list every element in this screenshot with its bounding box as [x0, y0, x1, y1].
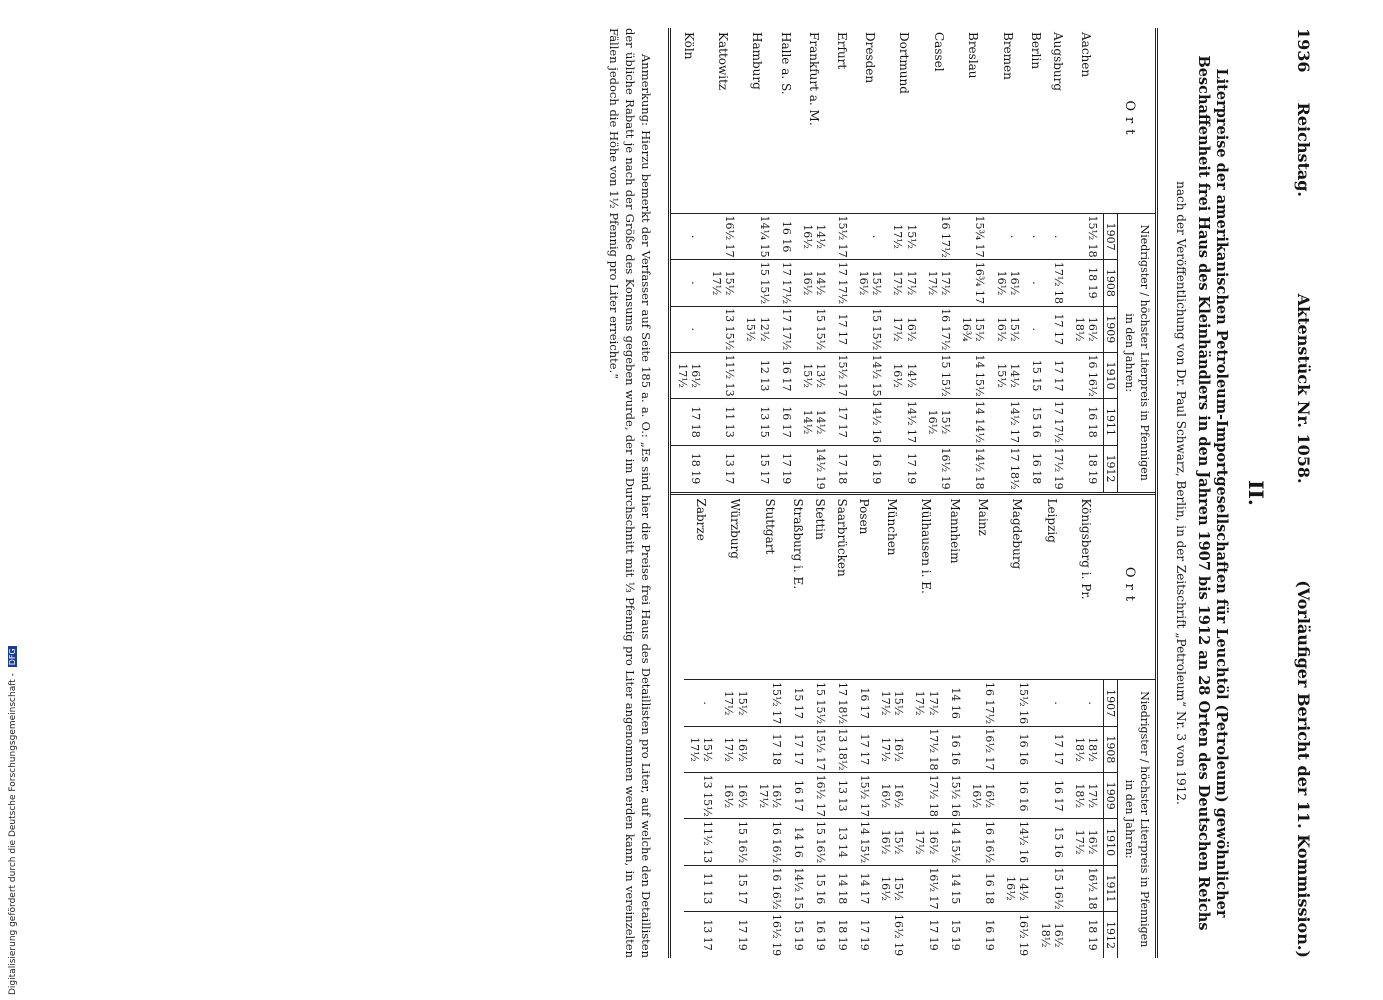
table-row: [797, 28, 831, 492]
footnote: Anmerkung: Hierzu bemerkt der Verfasser auf Seite 185 a. a. O.: „Es sind hier die Preise frei Haus des Detaillisten pro Liter, auf welche den Detaillisten der übliche Rabatt je nach der Größe des Konsums gegeben wurde, der im Durchschnitt mit ⅓ Pfennig pro Liter angenommen werden kann, in vereinzelten Fällen jedoch die Höhe von 1½ Pfennig pro Liter erreichte.“: [607, 28, 654, 958]
table-row: [944, 495, 966, 959]
price-cell: .: [1029, 234, 1043, 239]
price-cell: 15 17: [740, 445, 774, 491]
price-cell: 16 17: [775, 352, 797, 398]
price-cell: 15 15½: [797, 306, 831, 352]
price-cell: 15½ 17: [853, 773, 875, 819]
price-cell: 17 17: [1034, 726, 1068, 772]
price-cell: 17½ 17½: [913, 690, 940, 716]
price-cell: 16 16½: [753, 865, 787, 911]
price-cell: 16 19: [966, 912, 1000, 958]
price-cell: 17 17: [1047, 306, 1069, 352]
price-cell: 16 18: [966, 865, 1000, 911]
year-header: 1909: [1104, 773, 1118, 819]
header-document: Aktenstück Nr. 1058.: [1294, 293, 1313, 484]
price-cell: 17 17: [1047, 352, 1069, 398]
year-header: 1910: [1104, 352, 1118, 398]
table-row: [966, 495, 1000, 959]
price-cell: 12½ 15½: [740, 306, 774, 352]
price-cell: 17 17½: [775, 260, 797, 306]
price-cell: 15 15½: [813, 682, 827, 725]
price-cell: 15 15½: [853, 306, 887, 352]
price-cell: 13 17: [706, 445, 740, 491]
year-header: 1912: [1104, 912, 1118, 958]
price-cell: 11 13: [684, 865, 718, 911]
price-cell: 15½ 16½: [853, 260, 887, 306]
digitization-credit: [8, 646, 18, 995]
price-cell: 14½ 16½: [1000, 865, 1034, 911]
price-cell: 16½ 19: [875, 912, 909, 958]
price-cell: 15 16½: [809, 819, 831, 865]
price-cell: 14 17: [853, 865, 875, 911]
table-row: [740, 28, 774, 492]
city-name: Posen: [853, 495, 875, 680]
price-cell: 17 17: [831, 399, 853, 445]
price-cell: .: [671, 306, 705, 352]
city-name: Würzburg: [718, 495, 752, 680]
header-report: (Vorläufiger Bericht der 11. Kommission.): [1294, 580, 1313, 958]
city-name: Dresden: [853, 28, 887, 213]
city-name: Leipzig: [1034, 495, 1068, 680]
table-row: [909, 495, 943, 959]
price-cell: 17½ 19: [1047, 445, 1069, 491]
price-cell: 13 15½: [706, 306, 740, 352]
city-name: Königsberg i. Pr.: [1069, 495, 1104, 680]
header-source: Reichstag.: [1294, 102, 1313, 197]
city-name: Zabrze: [684, 495, 718, 680]
table-row: [775, 28, 797, 492]
price-cell: 15 17: [791, 687, 805, 719]
price-cell: 16½ 17: [909, 865, 943, 911]
table-row: [1034, 495, 1068, 959]
city-name: Mannheim: [944, 495, 966, 680]
price-cell: .: [1086, 701, 1100, 705]
in-years-label: in den Jahren:: [1123, 779, 1137, 859]
price-cell: 15 16: [1025, 399, 1047, 445]
price-cell: 16½ 17: [966, 726, 1000, 772]
price-cell: 15½ 17½: [706, 260, 740, 306]
price-cell: 16 17½: [983, 682, 997, 725]
price-cell: 15 16½: [718, 819, 752, 865]
table-row: [831, 28, 853, 492]
table-row: [706, 28, 740, 492]
price-cell: 15 16½: [1034, 865, 1068, 911]
table-left-half: [671, 28, 1154, 492]
year-header: 1908: [1104, 260, 1118, 306]
table-row: [875, 495, 909, 959]
price-cell: 17 18: [753, 726, 787, 772]
city-name: Erfurt: [831, 28, 853, 213]
city-name: Halle a. S.: [775, 28, 797, 213]
city-name: Bremen: [990, 28, 1024, 213]
year-header: 1909: [1104, 306, 1118, 352]
price-cell: 15 16: [1034, 819, 1068, 865]
price-cell: 16½ 16½: [966, 773, 1000, 819]
price-cell: 14¼ 15: [757, 215, 771, 258]
price-cell: 16 17: [857, 687, 871, 719]
price-cell: 16 16½: [966, 819, 1000, 865]
price-cell: 14 15½: [956, 352, 990, 398]
price-cell: 18 19: [671, 445, 705, 491]
price-header: [1118, 680, 1155, 958]
price-cell: 17 18½: [990, 445, 1024, 491]
price-cell: 17 17½: [775, 306, 797, 352]
table-subtitle: nach der Veröffentlichung von Dr. Paul Schwarz, Berlin, in der Zeitschrift „Petroleum“ Nr. 3 von 1912.: [1173, 181, 1188, 805]
city-name: Aachen: [1069, 28, 1104, 213]
price-cell: 14½ 15½: [990, 352, 1024, 398]
price-cell: 13 18½: [831, 726, 853, 772]
price-cell: 16½ 17½: [875, 726, 909, 772]
price-cell: 16 16: [944, 726, 966, 772]
price-cell: 15½ 16½: [875, 865, 909, 911]
price-cell: .: [1007, 234, 1021, 239]
price-cell: 16¾ 17: [956, 260, 990, 306]
price-cell: .: [688, 234, 702, 239]
price-cell: 15 15: [1025, 352, 1047, 398]
city-name: Frankfurt a. M.: [797, 28, 831, 213]
price-cell: 16½ 17½: [753, 773, 787, 819]
price-cell: 15½ 16½: [875, 819, 909, 865]
table-row: [718, 495, 752, 959]
ort-header: Ort: [1104, 495, 1155, 680]
price-cell: 14½ 16½: [797, 260, 831, 306]
price-cell: 14½ 16: [1000, 819, 1034, 865]
price-cell: 15½ 16½: [922, 399, 956, 445]
price-cell: 16 17: [775, 399, 797, 445]
price-table-left: [671, 28, 1154, 492]
price-cell: 13 14: [831, 819, 853, 865]
city-name: Breslau: [956, 28, 990, 213]
price-cell: 16½ 17: [809, 773, 831, 819]
table-body-left: [671, 28, 1103, 492]
price-cell: 13½ 15½: [797, 352, 831, 398]
price-cell: 17½ 17½: [922, 260, 956, 306]
price-cell: .: [671, 260, 705, 306]
price-cell: 14½ 18: [956, 445, 990, 491]
city-name: Stuttgart: [753, 495, 787, 680]
price-cell: 15½ 16: [944, 773, 966, 819]
table-row: [671, 28, 705, 492]
price-cell: 14½ 17: [990, 399, 1024, 445]
price-cell: 15½ 17½: [722, 690, 749, 716]
price-cell: 16½ 17½: [718, 726, 752, 772]
price-cell: 15½ 16: [1017, 682, 1031, 725]
price-cell: 16½ 18½: [1069, 306, 1104, 352]
price-cell: .: [1051, 701, 1065, 705]
city-name: Dortmund: [887, 28, 921, 213]
city-name: Berlin: [1025, 28, 1047, 213]
price-cell: 16½ 16½: [990, 260, 1024, 306]
price-cell: .: [1025, 306, 1047, 352]
price-cell: 17 17½: [831, 260, 853, 306]
price-cell: 14½ 19: [797, 445, 831, 491]
price-cell: 17 17: [787, 726, 809, 772]
price-cell: 17 19: [718, 912, 752, 958]
price-cell: 15 19: [944, 912, 966, 958]
price-cell: 11 13: [706, 399, 740, 445]
price-cell: 15½ 18: [1086, 215, 1100, 258]
price-cell: 13 17: [684, 912, 718, 958]
price-cell: 15½ 17: [831, 352, 853, 398]
table-row: [831, 495, 853, 959]
price-cell: 16½ 18½: [1034, 912, 1068, 958]
digitization-text: Digitalisierung gefördert durch die Deutsche Forschungsgemeinschaft -: [8, 673, 18, 995]
year-header: 1912: [1104, 445, 1118, 491]
price-cell: 16½ 16½: [718, 773, 752, 819]
price-cell: 16½ 18: [1069, 865, 1104, 911]
table-row: [1047, 28, 1069, 492]
price-cell: 13 15: [740, 399, 774, 445]
city-name: Mainz: [966, 495, 1000, 680]
price-cell: 15½ 17½: [684, 726, 718, 772]
price-cell: 17 19: [775, 445, 797, 491]
price-cell: 16 16½: [753, 819, 787, 865]
year-header: 1907: [1104, 213, 1118, 259]
price-cell: 16½ 19: [1000, 912, 1034, 958]
price-cell: 16½ 17½: [1069, 819, 1104, 865]
price-cell: 14½ 14½: [797, 399, 831, 445]
city-name: Saarbrücken: [831, 495, 853, 680]
city-name: München: [875, 495, 909, 680]
price-cell: 17 17: [853, 726, 875, 772]
page-number: 1936: [1294, 28, 1313, 73]
table-row: [684, 495, 718, 959]
price-cell: 17½ 18: [1047, 260, 1069, 306]
price-cell: 17 19: [853, 912, 875, 958]
price-cell: 18 19: [1069, 445, 1104, 491]
price-cell: 15 15½: [740, 260, 774, 306]
city-name: Augsburg: [1047, 28, 1069, 213]
year-header: 1907: [1104, 680, 1118, 726]
year-header: 1911: [1104, 399, 1118, 445]
city-name: Straßburg i. E.: [787, 495, 809, 680]
table-row: [990, 28, 1024, 492]
price-cell: 16 17½: [939, 215, 953, 258]
table-row: [887, 28, 921, 492]
ort-header: Ort: [1104, 28, 1155, 213]
price-cell: 15¾ 17: [973, 215, 987, 258]
price-cell: .: [870, 234, 884, 239]
price-cell: 18 19: [831, 912, 853, 958]
price-cell: 17½ 18: [909, 773, 943, 819]
price-cell: 16 17½: [922, 306, 956, 352]
price-cell: 16 18: [1069, 399, 1104, 445]
price-table-right: [684, 495, 1155, 959]
table-title: Literpreise der amerikanischen Petroleum-Importgesellschaften für Leuchtöl (Petroleum) gewöhnlicher Beschaffenheit frei Haus des Kleinhändlers in den Jahren 1907 bis 1912 an 28 Orten des Deutschen Reichs: [1194, 55, 1230, 931]
price-cell: 14½ 15: [853, 352, 887, 398]
table-row: [1069, 495, 1104, 959]
table-row: [853, 495, 875, 959]
price-cell: 16½ 19: [922, 445, 956, 491]
price-cell: 17 17: [831, 306, 853, 352]
price-cell: 17 18: [671, 399, 705, 445]
price-cell: 16 17: [787, 773, 809, 819]
price-cell: 14½ 16½: [887, 352, 921, 398]
price-cell: 16½ 17½: [671, 352, 705, 398]
price-cell: 15 16: [809, 865, 831, 911]
price-cell: 15½ 16½: [990, 306, 1024, 352]
year-header: 1910: [1104, 819, 1118, 865]
price-cell: 14 15: [944, 865, 966, 911]
price-cell: 16½ 17½: [909, 819, 943, 865]
table-row: [853, 28, 887, 492]
price-cell: 13 13: [831, 773, 853, 819]
price-cell: .: [701, 701, 715, 705]
price-cell: 16½ 16½: [875, 773, 909, 819]
price-cell: 16 19: [809, 912, 831, 958]
price-cell: 16 16½: [1069, 352, 1104, 398]
table-row: [1025, 28, 1047, 492]
price-cell: 11½ 13: [706, 352, 740, 398]
price-cell: 15½ 17½: [891, 224, 918, 249]
city-name: Magdeburg: [1000, 495, 1034, 680]
price-cell: 11½ 13: [684, 819, 718, 865]
table-row: [922, 28, 956, 492]
price-cell: 16½ 17: [723, 215, 737, 258]
price-cell: 15 19: [787, 912, 809, 958]
price-cell: 16 17: [1034, 773, 1068, 819]
price-cell: 18 19: [1069, 260, 1104, 306]
price-cell: 17 18½: [835, 682, 849, 725]
price-cell: 16 18: [1025, 445, 1047, 491]
low-high-label: Niedrigster / höchster: [1137, 224, 1151, 349]
price-cell: 14 15½: [944, 819, 966, 865]
city-name: Stettin: [809, 495, 831, 680]
section-number: II.: [1244, 480, 1268, 506]
price-cell: .: [1025, 260, 1047, 306]
year-header: 1911: [1104, 865, 1118, 911]
table-right-half: [671, 492, 1154, 959]
price-cell: 16 16: [1000, 726, 1034, 772]
price-cell: 15½ 17: [835, 215, 849, 258]
price-cell: 18½ 18½: [1069, 726, 1104, 772]
price-cell: 14 18: [831, 865, 853, 911]
price-cell: 14½ 16½: [800, 224, 827, 249]
price-header-label: Literpreis in Pfennigen: [1137, 351, 1151, 481]
low-high-label: Niedrigster / höchster: [1137, 691, 1151, 815]
price-cell: 14 14½: [956, 399, 990, 445]
price-cell: 17½ 17½: [887, 260, 921, 306]
running-header: [1294, 28, 1313, 958]
price-tables: [668, 28, 1157, 958]
in-years-label: in den Jahren:: [1123, 313, 1137, 393]
dfg-logo: DFG: [8, 648, 17, 666]
year-header: 1908: [1104, 726, 1118, 772]
price-cell: 12 13: [740, 352, 774, 398]
city-name: Kattowitz: [706, 28, 740, 213]
price-cell: 17½ 18½: [1069, 773, 1104, 819]
price-cell: 15 17: [718, 865, 752, 911]
price-cell: 16 19: [853, 445, 887, 491]
price-cell: 16½ 17½: [887, 306, 921, 352]
price-cell: .: [1051, 234, 1065, 239]
price-cell: 14½ 17: [887, 399, 921, 445]
city-name: Hamburg: [740, 28, 774, 213]
price-cell: 15½ 16¾: [956, 306, 990, 352]
table-row: [809, 495, 831, 959]
price-cell: 17½ 18: [909, 726, 943, 772]
price-cell: 16 16: [779, 220, 793, 253]
city-name: Cassel: [922, 28, 956, 213]
price-cell: 17 19: [909, 912, 943, 958]
table-row: [956, 28, 990, 492]
page-body: [606, 28, 1313, 958]
price-cell: 14 15½: [853, 819, 875, 865]
price-cell: 13 15½: [684, 773, 718, 819]
price-cell: 17 18: [831, 445, 853, 491]
price-cell: 16 16: [1000, 773, 1034, 819]
price-cell: 17 19: [887, 445, 921, 491]
price-cell: 18 19: [1069, 912, 1104, 958]
price-cell: 14½ 15: [787, 865, 809, 911]
city-name: Mülhausen i. E.: [909, 495, 943, 680]
price-cell: 15½ 17: [809, 726, 831, 772]
table-row: [1069, 28, 1104, 492]
price-cell: 15½ 17: [769, 682, 783, 725]
table-row: [753, 495, 787, 959]
table-body-right: [684, 495, 1104, 959]
price-header: [1118, 213, 1155, 491]
price-cell: 15½ 17½: [879, 690, 906, 716]
price-cell: 17 17½: [1047, 399, 1069, 445]
table-row: [1000, 495, 1034, 959]
price-cell: 14½ 16: [853, 399, 887, 445]
price-cell: 14 16: [787, 819, 809, 865]
price-cell: 15 15½: [922, 352, 956, 398]
price-cell: 14 16: [948, 687, 962, 719]
table-row: [787, 495, 809, 959]
city-name: Köln: [671, 28, 705, 213]
price-header-label: Literpreis in Pfennigen: [1137, 818, 1151, 948]
price-cell: 16½ 19: [753, 912, 787, 958]
